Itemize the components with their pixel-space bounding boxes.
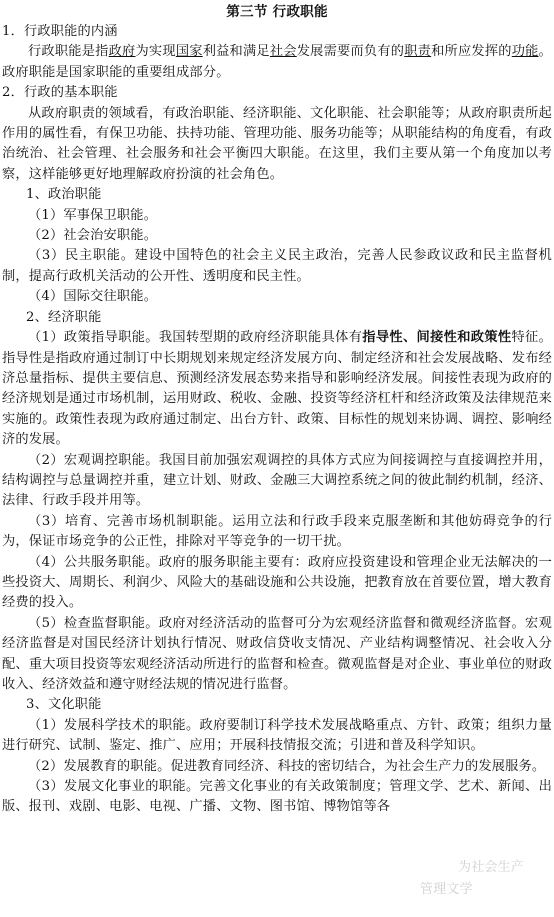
heading-definition: 1．行政职能的内涵 <box>2 24 118 39</box>
basic-functions-intro: 从政府职责的领域看，有政治职能、经济职能、文化职能、社会职能等；从政府职责所起作用的属性看，有保卫功能、扶持功能、管理功能、服务功能等；从职能结构的角度看，有政治统治、社会管理、社会服务和社会平衡四大职能。在这里，我们主要从第一个角度加以考察，这样能够更好地理解政府扮演的社会角色。 <box>2 105 552 182</box>
economic-item-4: （4）公共服务职能。政府的服务职能主要有：政府应投资建设和管理企业无法解决的一些投资大、周期长、利润少、风险大的基础设施和公共设施，把教育放在首要位置，增大教育经费的投入。 <box>2 554 552 611</box>
cultural-item-2: （2）发展教育的职能。促进教育同经济、科技的密切结合，为社会生产力的发展服务。 <box>28 758 546 774</box>
cultural-item-1: （1）发展科学技术的职能。政府要制订科学技术发展战略重点、方针、政策；组织力量进行研究、试制、鉴定、推广、应用；开展科技情报交流；引进和普及科学知识。 <box>2 717 552 754</box>
link-society[interactable]: 社会 <box>269 44 297 60</box>
text-run: 为实现 <box>135 44 176 60</box>
text-run: 。政府职能是国家职能的重要组成部分。 <box>2 44 552 80</box>
document-page <box>0 2 554 917</box>
political-item-2: （2）社会治安职能。 <box>28 228 158 244</box>
heading-economic: 2、经济职能 <box>26 309 102 325</box>
political-item-3: （3）民主职能。建设中国特色的社会主义民主政治，完善人民参政议政和民主监督机制，提高行政机关活动的公开性、透明度和民主性。 <box>2 248 552 284</box>
text-run: 特征。指导性是指政府通过制订中长期规划来规定经济发展方向、制定经济和社会发展战略、发布经济总量指标、提供主要信息、预测经济发展态势来指导和影响经济发展。间接性表现为政府的经济规划是通过市场机制，运用财政、税收、金融、投资等经济杠杆和经济政策及法律规范来实施的。政策性表现为政府通过制定、出台方针、政策、目标性的规划来协调、调控、影响经济的发展。 <box>2 330 552 448</box>
text-run: 和所应发挥的 <box>431 44 512 60</box>
heading-basic-functions: 2．行政的基本职能 <box>2 85 118 101</box>
political-item-4: （4）国际交往职能。 <box>28 289 158 305</box>
text-run: 利益和满足 <box>202 44 270 60</box>
bold-features: 指导性、间接性和政策性 <box>362 330 512 346</box>
section-title: 第三节 行政职能 <box>226 4 328 20</box>
link-duty[interactable]: 职责 <box>404 44 432 60</box>
heading-political: 1、政治职能 <box>26 187 102 203</box>
economic-item-1 <box>2 328 552 450</box>
definition-paragraph <box>2 42 552 83</box>
link-government[interactable]: 政府 <box>108 44 136 60</box>
heading-cultural: 3、文化职能 <box>26 697 102 713</box>
watermark-text-2: 管理文学 <box>420 882 473 897</box>
text-run: 行政职能是指 <box>28 44 109 60</box>
text-run: （1）政策指导职能。我国转型期的政府经济职能具体有 <box>28 330 363 346</box>
political-item-1: （1）军事保卫职能。 <box>28 207 158 223</box>
economic-item-2: （2）宏观调控职能。我国目前加强宏观调控的具体方式应为间接调控与直接调控并用，结构调控与总量调控并重，建立计划、财政、金融三大调控系统之间的彼此制约机制，经济、法律、行政手段并用等。 <box>2 452 552 509</box>
economic-item-3: （3）培育、完善市场机制职能。运用立法和行政手段来克服垄断和其他妨碍竞争的行为，保证市场竞争的公正性，排除对平等竞争的一切干扰。 <box>2 513 552 550</box>
link-state[interactable]: 国家 <box>175 44 203 60</box>
cultural-item-3: （3）发展文化事业的职能。完善文化事业的有关政策制度；管理文学、艺术、新闻、出版、报刊、戏剧、电影、电视、广播、文物、图书馆、博物馆等各 <box>2 779 552 815</box>
text-run: 发展需要而负有的 <box>296 44 405 60</box>
economic-item-5: （5）检查监督职能。政府对经济活动的监督可分为宏观经济监督和微观经济监督。宏观经济监督是对国民经济计划执行情况、财政信贷收支情况、产业结构调整情况、社会收入分配、重大项目投资等宏观经济活动所进行的监督和检查。微观监督是对企业、事业单位的财政收入、经济效益和遵守财经法规的情况进行监督。 <box>2 615 552 692</box>
watermark-text-1: 为社会生产 <box>458 860 525 875</box>
link-function[interactable]: 功能 <box>511 44 539 60</box>
